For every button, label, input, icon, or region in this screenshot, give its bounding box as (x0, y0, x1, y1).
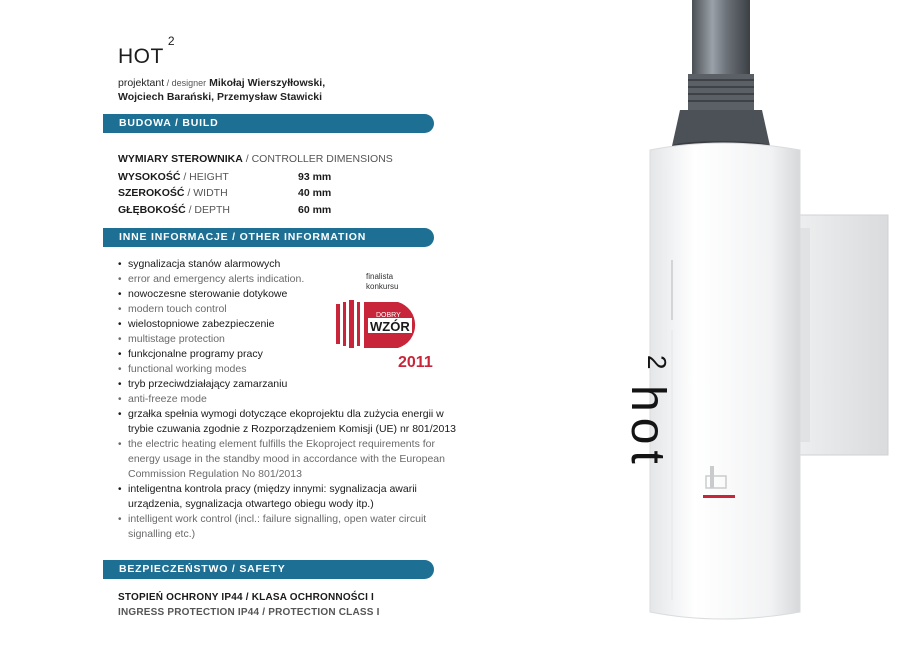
safety-info (118, 590, 380, 620)
list-item: • sygnalizacja stanów alarmowych (118, 257, 468, 272)
safety-line-pl: STOPIEŃ OCHRONY IP44 / KLASA OCHRONNOŚCI I (118, 592, 375, 603)
award-finalist-line2: konkursu (366, 282, 399, 291)
designer-credits (118, 76, 325, 104)
list-item: • anti-freeze mode (118, 392, 468, 407)
award-finalist-caption (366, 272, 398, 292)
list-item: • inteligentna kontrola pracy (między innymi: sygnalizacja awarii urządzenia, sygnalizacja otwartego obiegu wody itp.) (118, 482, 468, 512)
section-build: BUDOWA / BUILD (103, 114, 434, 133)
dimension-value: 60 mm (298, 204, 332, 216)
list-item: • nowoczesne sterowanie dotykowe (118, 287, 468, 302)
product-superscript: 2 (167, 34, 176, 48)
credits-line1 (118, 76, 325, 90)
list-item: • grzałka spełnia wymogi dotyczące ekoprojektu dla zużycia energii w trybie czuwania zgodnie z Rozporządzeniem Komisji (UE) nr 801/2013 (118, 407, 468, 437)
list-item: • intelligent work control (incl.: failure signalling, open water circuit signalling etc.) (118, 512, 468, 542)
designer-names-2: Wojciech Barański, Przemysław Stawicki (118, 91, 323, 103)
dimension-row-depth (118, 204, 358, 216)
dimension-label-pl: WYSOKOŚĆ (118, 171, 181, 183)
list-item: • multistage protection (118, 332, 468, 347)
list-item: • funkcjonalne programy pracy (118, 347, 468, 362)
product-title (118, 34, 176, 69)
list-item: • tryb przeciwdziałający zamarzaniu (118, 377, 468, 392)
role-en: designer (171, 78, 207, 88)
role-separator: / (164, 78, 172, 88)
list-item: • functional working modes (118, 362, 468, 377)
dimension-label-en: / DEPTH (185, 204, 231, 216)
list-item: • wielostopniowe zabezpieczenie (118, 317, 468, 332)
award-badge (336, 272, 436, 377)
dimension-label-pl: GŁĘBOKOŚĆ (118, 204, 186, 216)
dimension-value: 40 mm (298, 187, 332, 199)
dimensions-header-en: / CONTROLLER DIMENSIONS (242, 153, 393, 165)
dimension-row-height (118, 171, 358, 183)
heater-controller-illustration (560, 0, 907, 665)
award-year: 2011 (398, 354, 433, 371)
award-finalist-line1: finalista (366, 272, 394, 281)
dimensions-header (118, 153, 393, 165)
list-item: • modern touch control (118, 302, 468, 317)
section-other-information: INNE INFORMACJE / OTHER INFORMATION (103, 228, 434, 247)
product-logo-text: hot (621, 385, 674, 470)
dimension-label-en: / WIDTH (184, 187, 228, 199)
dimension-row-width (118, 187, 358, 199)
dimensions-header-pl: WYMIARY STEROWNIKA (118, 153, 243, 165)
list-item: • error and emergency alerts indication. (118, 272, 468, 287)
dimension-value: 93 mm (298, 171, 332, 183)
dimension-label-en: / HEIGHT (180, 171, 229, 183)
dimension-label-pl: SZEROKOŚĆ (118, 187, 185, 199)
safety-line-en: INGRESS PROTECTION IP44 / PROTECTION CLASS I (118, 607, 380, 618)
logo-word-top: DOBRY (376, 312, 401, 319)
section-safety: BEZPIECZEŃSTWO / SAFETY (103, 560, 434, 579)
product-logo-superscript: 2 (642, 355, 672, 370)
logo-word-main: WZÓR (370, 319, 410, 334)
role-pl: projektant (118, 77, 165, 89)
product-name: HOT (118, 45, 164, 68)
list-item: • the electric heating element fulfills the Ekoproject requirements for energy usage in the standby mood in accordance with the European Commission Regulation No 801/2013 (118, 437, 468, 482)
designer-names-1: Mikołaj Wierszyłłowski, (209, 77, 326, 89)
